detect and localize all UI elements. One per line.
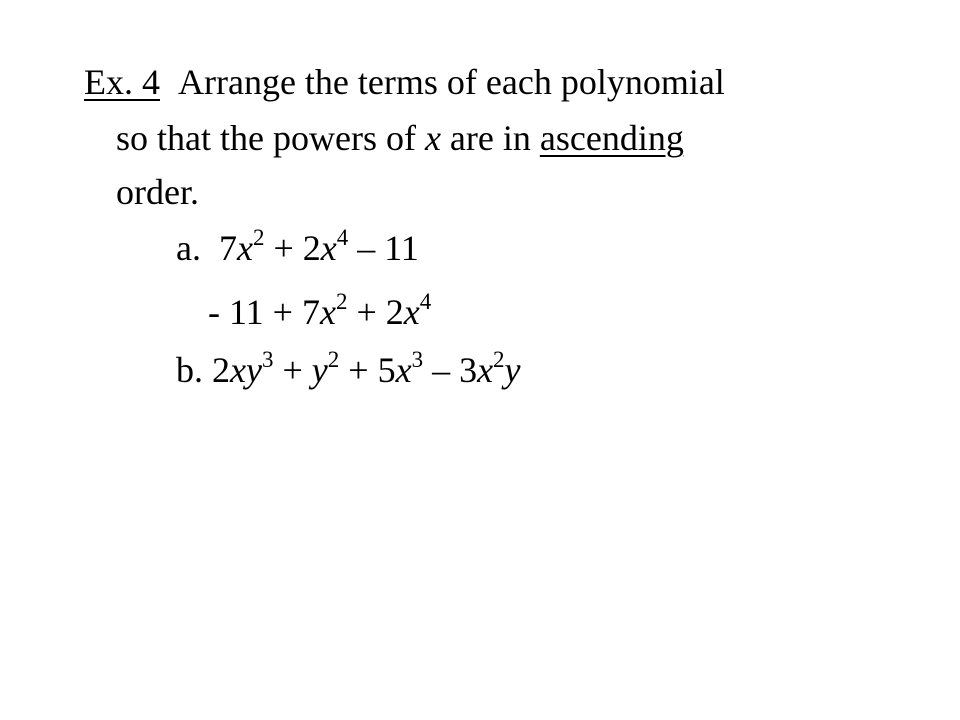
term-variable: x xyxy=(319,292,336,332)
part-b-label: b. xyxy=(176,350,203,390)
term-variable: x xyxy=(477,350,494,390)
instruction-line-2 xyxy=(116,118,684,158)
exponent: 2 xyxy=(335,289,348,314)
term-text: + xyxy=(273,350,312,390)
term-text: – 3 xyxy=(423,350,478,390)
exponent: 2 xyxy=(252,225,265,250)
term-text: - 11 + 7 xyxy=(208,292,320,332)
example-label: Ex. 4 xyxy=(84,62,160,102)
instruction-text: are in xyxy=(440,118,540,158)
part-a-label: a. xyxy=(176,228,201,268)
exponent: 4 xyxy=(336,225,349,250)
exponent: 3 xyxy=(261,347,274,372)
term-text: – 11 xyxy=(348,228,419,268)
instruction-text: order. xyxy=(116,172,199,212)
term-text: + 5 xyxy=(339,350,396,390)
instruction-variable: x xyxy=(424,118,441,158)
term-variable: xy xyxy=(230,350,262,390)
problem-heading xyxy=(84,62,725,102)
term-variable: x xyxy=(395,350,412,390)
term-text: 7 xyxy=(218,228,237,268)
exponent: 4 xyxy=(419,289,432,314)
term-variable: x xyxy=(236,228,253,268)
term-text: + 2 xyxy=(264,228,321,268)
term-text: + 2 xyxy=(347,292,404,332)
part-a-answer xyxy=(208,289,432,332)
instruction-line-3 xyxy=(116,172,199,212)
part-b-expression xyxy=(176,347,521,390)
term-text: 2 xyxy=(212,350,230,390)
instruction-text: so that the powers of xyxy=(116,118,425,158)
exponent: 3 xyxy=(411,347,424,372)
keyword-ascending: ascending xyxy=(539,118,684,158)
exponent: 2 xyxy=(327,347,340,372)
term-variable: y xyxy=(504,350,521,390)
instruction-line-1: Arrange the terms of each polynomial xyxy=(178,62,725,102)
term-variable: y xyxy=(311,350,328,390)
term-variable: x xyxy=(403,292,420,332)
exponent: 2 xyxy=(493,347,505,372)
term-variable: x xyxy=(320,228,337,268)
part-a-expression xyxy=(176,225,419,268)
